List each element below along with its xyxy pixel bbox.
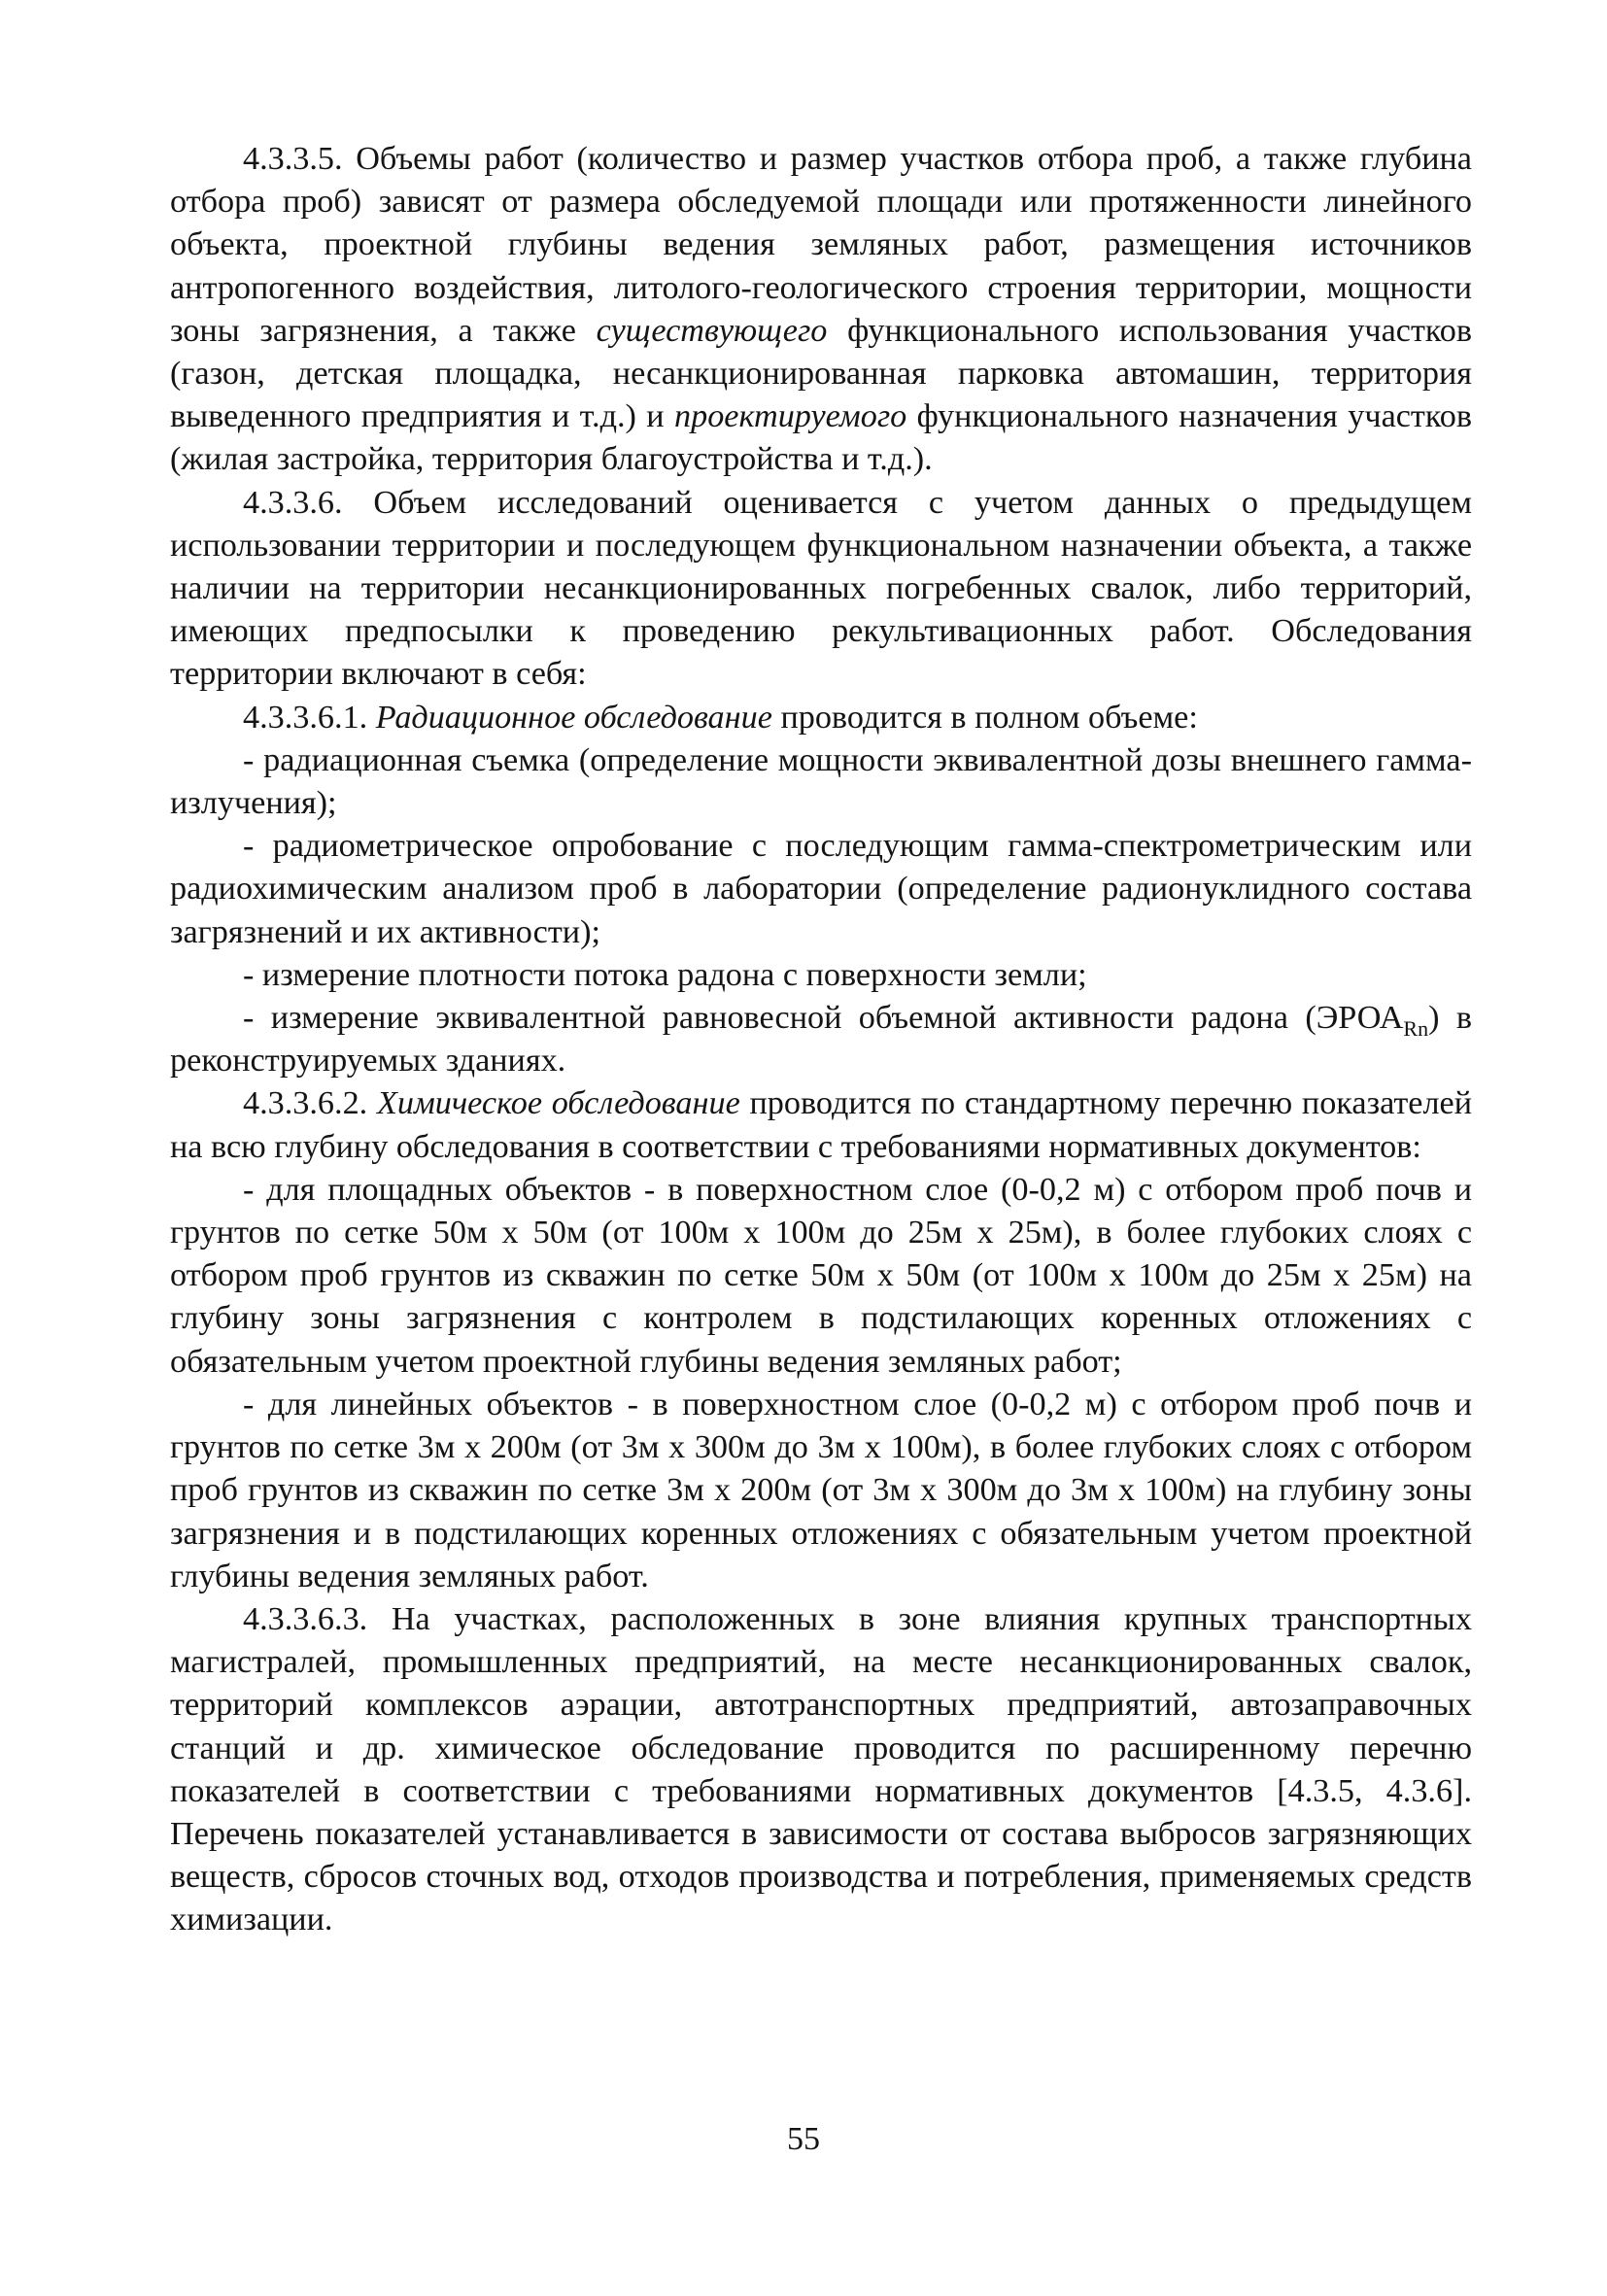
- italic-term: существующего: [596, 312, 828, 349]
- list-item-area-objects: - для площадных объектов - в поверхностном слое (0-0,2 м) с отбором проб почв и грунтов по сетке 50м х 50м (от 100м х 100м до 25м х 25м), в более глубоких слоях с отбором проб грунтов из скважин по сетке 50м х 50м (от 100м х 100м до 25м х 25м) на глубину зоны загрязнения с контролем в подстилающих коренных отложениях с обязательным учетом проектной глубины ведения земляных работ;: [170, 1171, 1472, 1380]
- clause-number: 4.3.3.6.1.: [243, 699, 368, 736]
- page-number: 55: [787, 2121, 820, 2157]
- list-item-radiation-survey: - радиационная съемка (определение мощности эквивалентной дозы внешнего гамма-излучения);: [170, 741, 1472, 822]
- paragraph-4-3-3-5: 4.3.3.5. Объемы работ (количество и размер участков отбора проб, а также глубина отбора проб) зависят от размера обследуемой площади или протяженности линейного объекта, проектной глубины ведения земляных работ, размещения источников антропогенного воздействия, литолого-геологического строения территории, мощности зоны загрязнения, а также существующего функционального использования участков (газон, детская площадка, несанкционированная парковка автомашин, территория выведенного предприятия и т.д.) и проектируемого функционального назначения участков (жилая застройка, территория благоустройства и т.д.).: [170, 141, 1472, 478]
- list-item-radiometric-sampling: - радиометрическое опробование с последующим гамма-спектрометрическим или радиохимическим анализом проб в лаборатории (определение радионуклидного состава загрязнений и их активности);: [170, 828, 1472, 950]
- italic-term: проектируемого: [674, 398, 907, 435]
- paragraph-4-3-3-6: 4.3.3.6. Объем исследований оценивается с учетом данных о предыдущем использовании территории и последующем функциональном назначении объекта, а также наличии на территории несанкционированных погребенных свалок, либо территорий, имеющих предпосылки к проведению рекультивационных работ. Обследования территории включают в себя:: [170, 484, 1472, 693]
- list-item-radon-activity: - измерение эквивалентной равновесной объемной активности радона $(ЭРОА_{Rn})$ в реконструируемых зданиях.: [170, 1000, 1472, 1079]
- list-item-linear-objects: - для линейных объектов - в поверхностном слое (0-0,2 м) с отбором проб почв и грунтов по сетке 3м х 200м (от 3м х 300м до 3м х 100м), в более глубоких слоях с отбором проб грунтов из скважин по сетке 3м х 200м (от 3м х 300м до 3м х 100м) на глубину зоны загрязнения и в подстилающих коренных отложениях с обязательным учетом проектной глубины ведения земляных работ.: [170, 1386, 1472, 1594]
- paragraph-4-3-3-6-1: 4.3.3.6.1. Радиационное обследование проводится в полном объеме:: [243, 699, 1198, 736]
- paragraph-4-3-3-6-3: 4.3.3.6.3. На участках, расположенных в зоне влияния крупных транспортных магистралей, промышленных предприятий, на месте несанкционированных свалок, территорий комплексов аэрации, автотранспортных предприятий, автозаправочных станций и др. химическое обследование проводится по расширенному перечню показателей в соответствии с требованиями нормативных документов [4.3.5, 4.3.6]. Перечень показателей устанавливается в зависимости от состава выбросов загрязняющих веществ, сбросов сточных вод, отходов производства и потребления, применяемых средств химизации.: [170, 1600, 1472, 1938]
- paragraph-4-3-3-6-2: 4.3.3.6.2. Химическое обследование проводится по стандартному перечню показателей на всю глубину обследования в соответствии с требованиями нормативных документов:: [170, 1085, 1473, 1165]
- list-item-radon-flux: - измерение плотности потока радона с поверхности земли;: [243, 956, 1087, 993]
- clause-number: 4.3.3.5.: [243, 141, 343, 177]
- clause-number: 4.3.3.6.2.: [243, 1085, 368, 1122]
- subscript-rn: Rn: [1403, 1015, 1429, 1041]
- italic-term: Химическое обследование: [376, 1085, 740, 1122]
- italic-term: Радиационное обследование: [375, 699, 772, 736]
- document-page: [170, 138, 1472, 1942]
